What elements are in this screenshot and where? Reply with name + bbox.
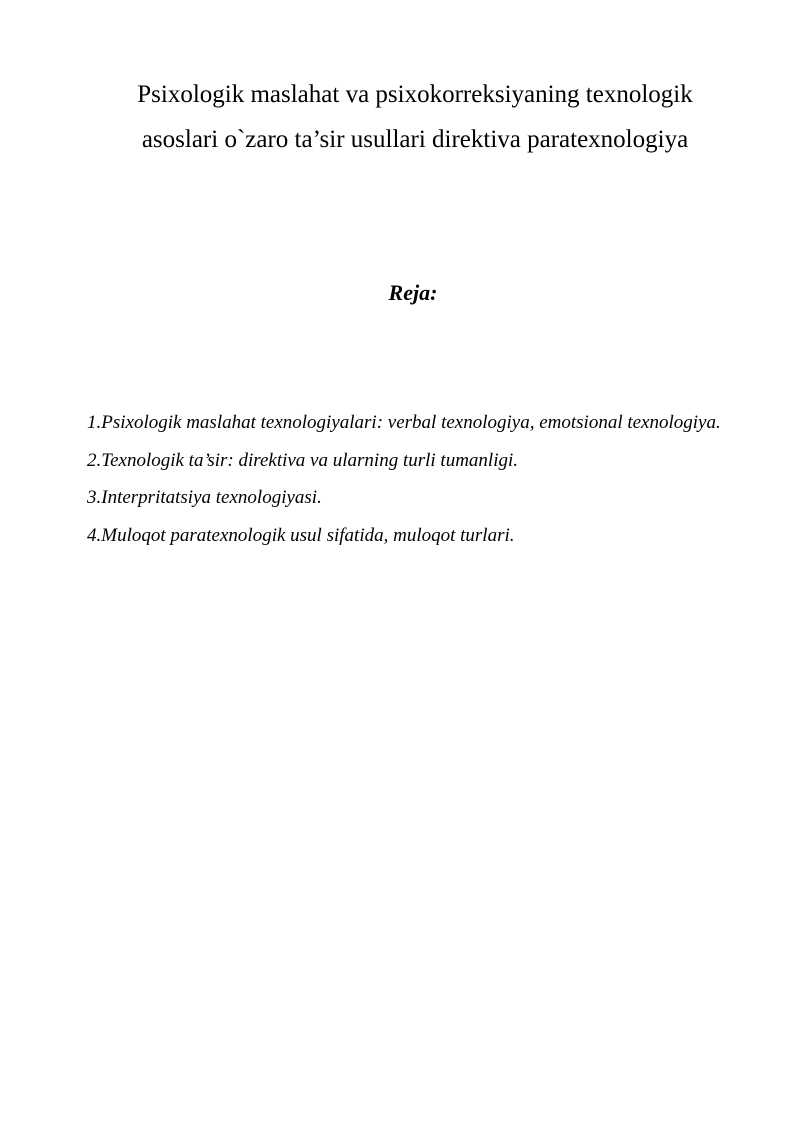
plan-heading: Reja: [388, 280, 438, 305]
document-title [80, 72, 750, 162]
document-title-line-2: asoslari o`zaro ta’sir usullari direktiva paratexnologiya [141, 126, 689, 153]
plan-item-3: 3.Interpritatsiya texnologiyasi. [87, 487, 322, 508]
plan-item-2: 2.Texnologik ta’sir: direktiva va ularning turli tumanligi. [87, 449, 519, 471]
plan-item-4: 4.Muloqot paratexnologik usul sifatida, muloqot turlari. [87, 524, 515, 546]
document-title-line-1: Psixologik maslahat va psixokorreksiyaning texnologik [137, 81, 693, 108]
plan-list [87, 404, 727, 554]
plan-item-1: 1.Psixologik maslahat texnologiyalari: verbal texnologiya, emotsional texnologiya. [87, 412, 721, 433]
